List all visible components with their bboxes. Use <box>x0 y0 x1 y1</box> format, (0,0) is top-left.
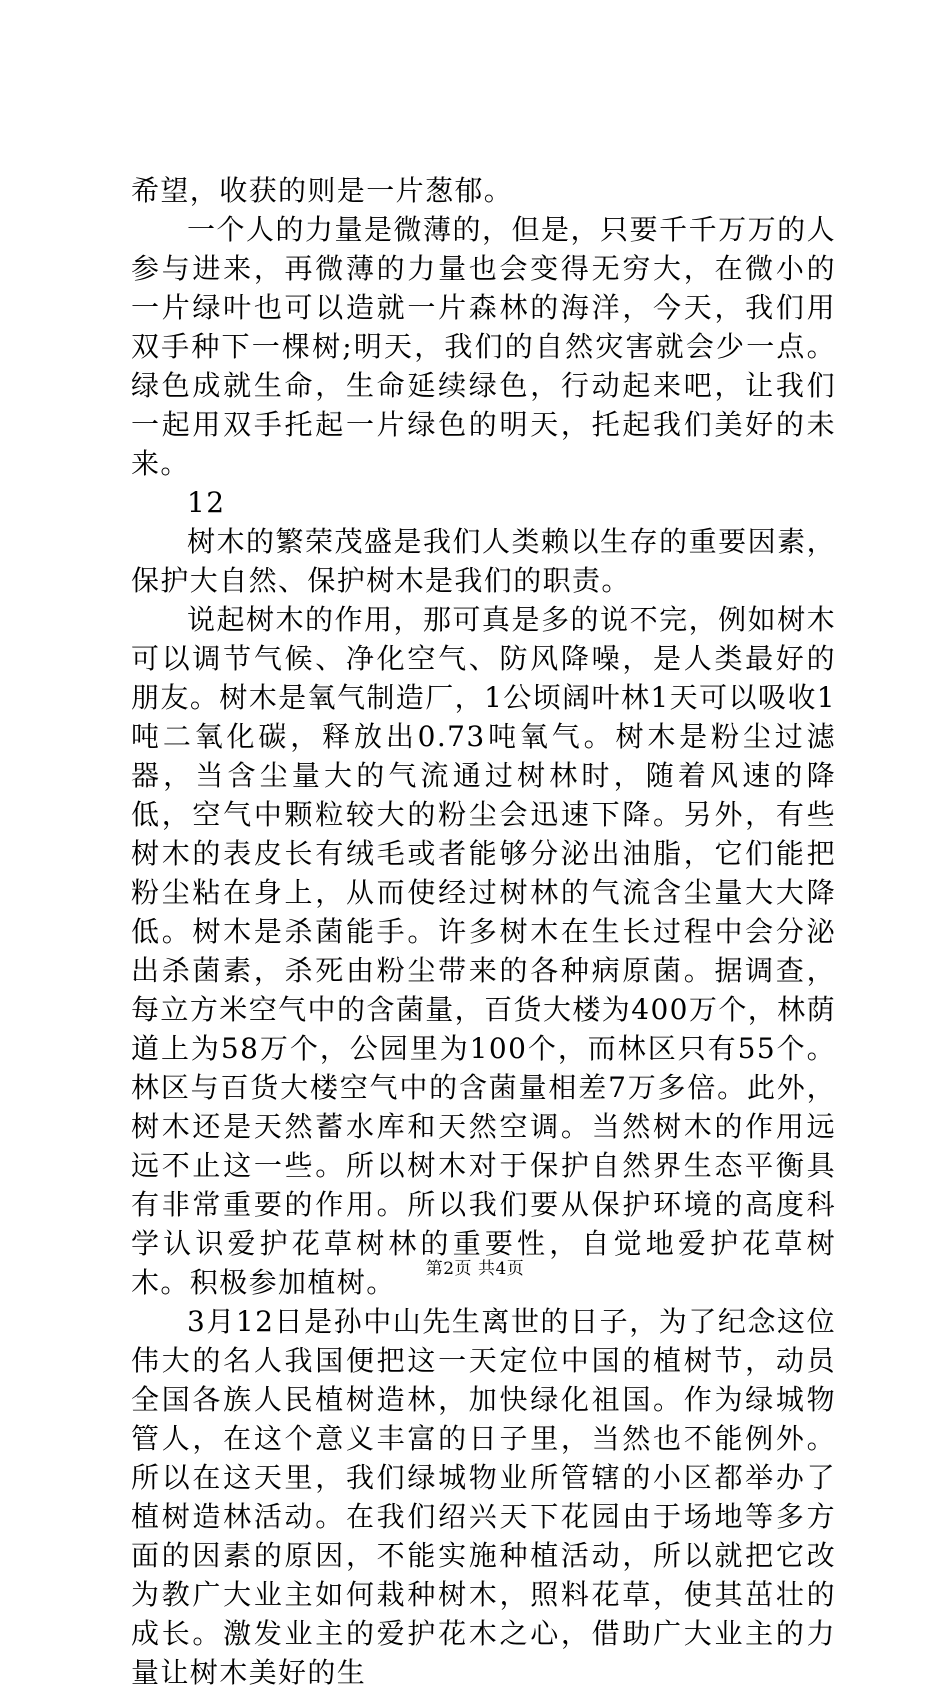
paragraph: 一个人的力量是微薄的，但是，只要千千万万的人参与进来，再微薄的力量也会变得无穷大，在微小的一片绿叶也可以造就一片森林的海洋，今天，我们用双手种下一棵树;明天，我们的自然灾害就会少一点。绿色成就生命，生命延续绿色，行动起来吧，让我们一起用双手托起一片绿色的明天，托起我们美好的未来。 <box>131 213 836 480</box>
paragraph: 树木的繁荣茂盛是我们人类赖以生存的重要因素，保护大自然、保护树木是我们的职责。 <box>131 525 836 597</box>
document-body <box>131 171 836 1692</box>
page-number-label: 第2页 共4页 <box>425 1259 525 1279</box>
page-footer <box>0 1258 950 1280</box>
paragraph: 希望，收获的则是一片葱郁。 <box>131 174 514 207</box>
paragraph: 3月12日是孙中山先生离世的日子，为了纪念这位伟大的名人我国便把这一天定位中国的植树节，动员全国各族人民植树造林，加快绿化祖国。作为绿城物管人，在这个意义丰富的日子里，当然也不能例外。所以在这天里，我们绿城物业所管辖的小区都举办了植树造林活动。在我们绍兴天下花园由于场地等多方面的因素的原因，不能实施种植活动，所以就把它改为教广大业主如何栽种树木，照料花草，使其茁壮的成长。激发业主的爱护花木之心，借助广大业主的力量让树木美好的生 <box>131 1305 836 1689</box>
section-number: 12 <box>187 486 226 519</box>
paragraph: 说起树木的作用，那可真是多的说不完，例如树木可以调节气候、净化空气、防风降噪，是人类最好的朋友。树木是氧气制造厂，1公顷阔叶林1天可以吸收1吨二氧化碳，释放出0.73吨氧气。树木是粉尘过滤器，当含尘量大的气流通过树林时，随着风速的降低，空气中颗粒较大的粉尘会迅速下降。另外，有些树木的表皮长有绒毛或者能够分泌出油脂，它们能把粉尘粘在身上，从而使经过树林的气流含尘量大大降低。树木是杀菌能手。许多树木在生长过程中会分泌出杀菌素，杀死由粉尘带来的各种病原菌。据调查，每立方米空气中的含菌量，百货大楼为400万个，林荫道上为58万个，公园里为100个，而林区只有55个。林区与百货大楼空气中的含菌量相差7万多倍。此外，树木还是天然蓄水库和天然空调。当然树木的作用远远不止这一些。所以树木对于保护自然界生态平衡具有非常重要的作用。所以我们要从保护环境的高度科学认识爱护花草树林的重要性，自觉地爱护花草树木。积极参加植树。 <box>131 603 836 1299</box>
